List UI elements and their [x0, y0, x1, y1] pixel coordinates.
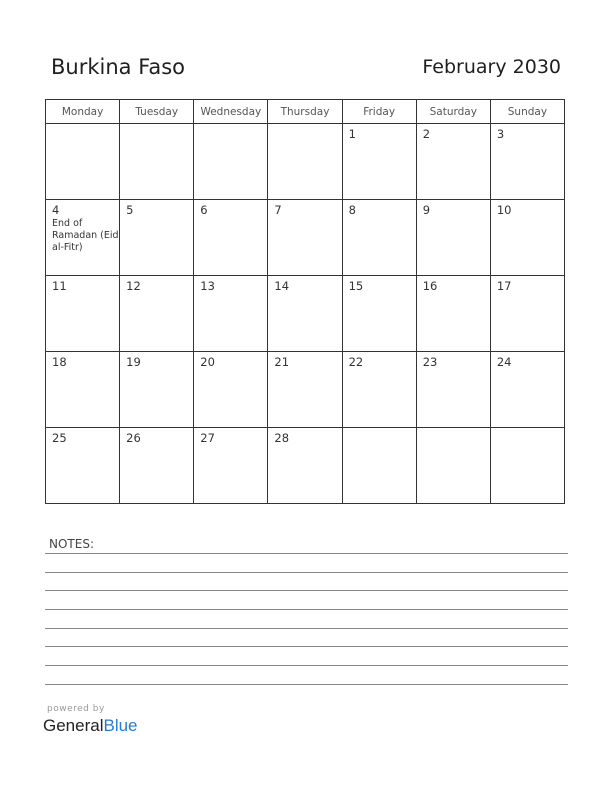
country-title: Burkina Faso	[51, 55, 186, 79]
day-cell	[490, 428, 564, 504]
notes-label: NOTES:	[49, 537, 94, 551]
generalblue-logo	[43, 716, 138, 736]
weekday-header: Monday	[46, 100, 120, 124]
day-number: 7	[274, 203, 282, 217]
day-cell	[120, 276, 194, 352]
day-cell	[194, 276, 268, 352]
day-number: 26	[126, 431, 141, 445]
day-cell	[120, 352, 194, 428]
day-number: 1	[348, 127, 356, 141]
day-cell	[46, 200, 120, 276]
day-number: 11	[52, 279, 67, 293]
day-cell	[120, 124, 194, 200]
day-number: 15	[348, 279, 364, 293]
holiday-label: End of Ramadan (Eid al-Fitr)	[52, 218, 119, 253]
week-row	[46, 200, 565, 276]
day-number: 23	[422, 355, 438, 369]
day-cell	[268, 276, 342, 352]
day-cell	[194, 428, 268, 504]
day-number: 16	[422, 279, 438, 293]
day-number: 13	[200, 279, 215, 293]
day-cell	[342, 352, 416, 428]
day-number: 18	[52, 355, 67, 369]
weekday-header: Tuesday	[120, 100, 194, 124]
week-row	[46, 124, 565, 200]
note-line	[45, 609, 568, 610]
day-cell	[194, 200, 268, 276]
day-cell	[46, 352, 120, 428]
month-year-title: February 2030	[422, 56, 561, 78]
weekday-header: Saturday	[416, 100, 490, 124]
brand-general: General	[43, 716, 104, 735]
day-cell	[46, 276, 120, 352]
day-number: 27	[200, 431, 215, 445]
note-line	[45, 572, 568, 573]
day-number: 8	[348, 203, 356, 217]
day-cell	[120, 200, 194, 276]
day-number: 28	[274, 431, 290, 445]
note-line	[45, 684, 568, 685]
day-number: 17	[496, 279, 512, 293]
day-number: 9	[422, 203, 431, 217]
week-row	[46, 428, 565, 504]
day-number: 12	[126, 279, 141, 293]
day-cell	[416, 200, 490, 276]
note-line	[45, 553, 568, 554]
day-cell	[46, 428, 120, 504]
day-number: 24	[496, 355, 512, 369]
day-number: 5	[126, 203, 134, 217]
day-cell	[416, 352, 490, 428]
day-cell	[268, 428, 342, 504]
day-cell	[416, 124, 490, 200]
weekday-header: Wednesday	[194, 100, 268, 124]
day-cell	[342, 276, 416, 352]
weekday-header: Thursday	[268, 100, 342, 124]
day-number: 2	[422, 127, 431, 141]
note-line	[45, 628, 568, 629]
day-number: 10	[496, 203, 512, 217]
day-cell	[46, 124, 120, 200]
weekday-header: Friday	[342, 100, 416, 124]
day-number: 3	[496, 127, 505, 141]
day-number: 14	[274, 279, 290, 293]
day-number: 19	[126, 355, 141, 369]
day-number: 25	[52, 431, 67, 445]
note-line	[45, 646, 568, 647]
day-cell	[342, 200, 416, 276]
day-cell	[268, 200, 342, 276]
powered-by-text: powered by	[47, 704, 105, 714]
day-cell	[490, 352, 564, 428]
calendar-grid	[45, 99, 565, 504]
day-cell	[342, 124, 416, 200]
weekday-header-row	[46, 100, 565, 124]
day-cell	[268, 352, 342, 428]
day-cell	[490, 124, 564, 200]
day-number: 22	[348, 355, 364, 369]
day-cell	[490, 276, 564, 352]
weekday-header: Sunday	[490, 100, 564, 124]
day-cell	[490, 200, 564, 276]
day-cell	[268, 124, 342, 200]
week-row	[46, 276, 565, 352]
day-cell	[194, 352, 268, 428]
day-cell	[416, 428, 490, 504]
day-cell	[342, 428, 416, 504]
day-cell	[120, 428, 194, 504]
week-row	[46, 352, 565, 428]
note-line	[45, 665, 568, 666]
day-number: 4	[52, 203, 60, 217]
calendar-body	[46, 124, 565, 504]
brand-blue: Blue	[103, 716, 138, 735]
day-number: 20	[200, 355, 215, 369]
note-line	[45, 590, 568, 591]
day-number: 6	[200, 203, 208, 217]
day-cell	[416, 276, 490, 352]
day-cell	[194, 124, 268, 200]
day-number: 21	[274, 355, 290, 369]
